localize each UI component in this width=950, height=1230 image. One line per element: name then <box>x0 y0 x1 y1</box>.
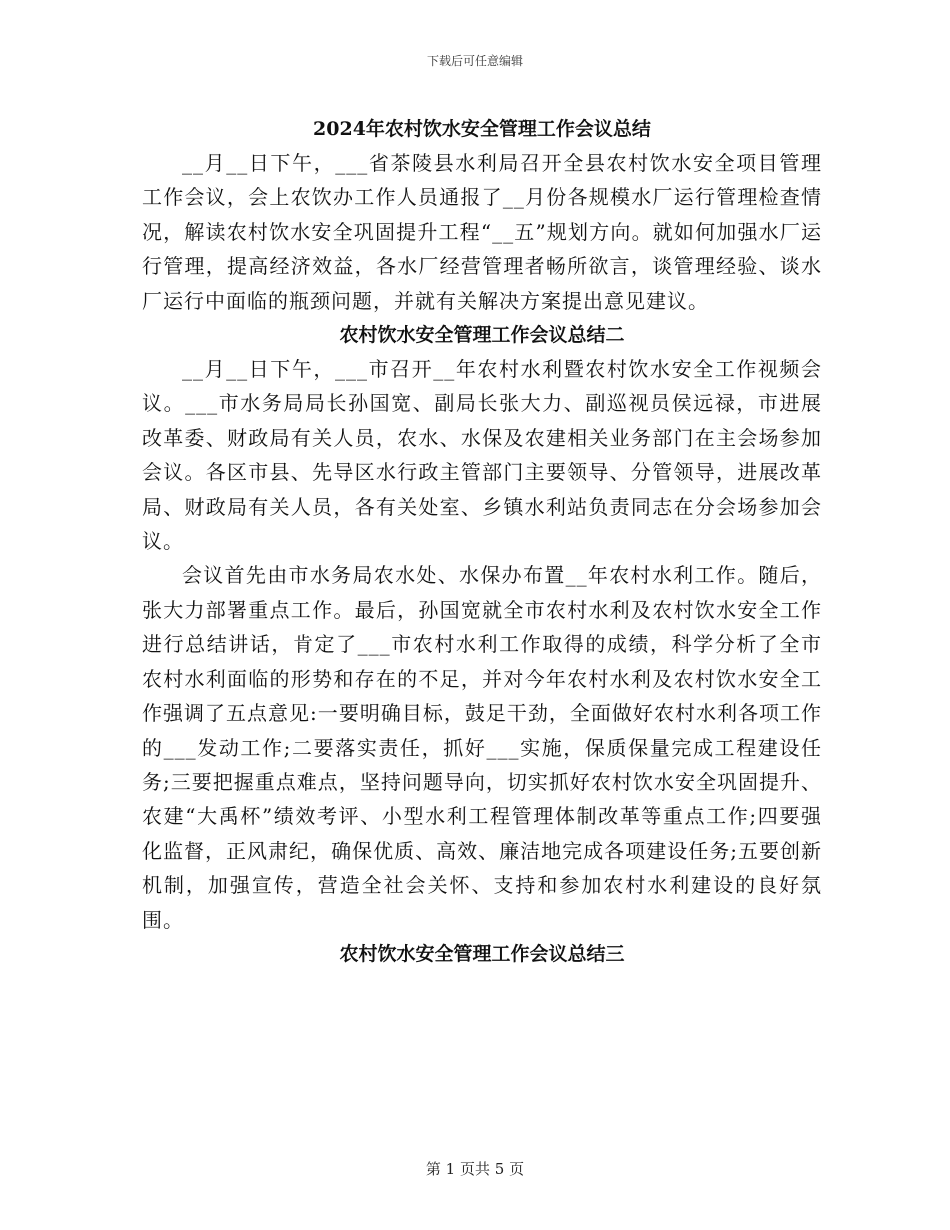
page-number-footer: 第 1 页共 5 页 <box>425 1160 525 1178</box>
document-title: 2024年农村饮水安全管理工作会议总结 <box>313 118 651 140</box>
section1-paragraph-1: __月__日下午，___省茶陵县水利局召开全县农村饮水安全项目管理工作会议，会上农饮办工作人员通报了__月份各规模水厂运行管理检查情况，解读农村饮水安全巩固提升工程“__五”规划方向。就如何加强水厂运行管理，提高经济效益，各水厂经营管理者畅所欲言，谈管理经验、谈水厂运行中面临的瓶颈问题，并就有关解决方案提出意见建议。 <box>142 151 822 313</box>
section3-heading: 农村饮水安全管理工作会议总结三 <box>339 942 625 965</box>
section2-paragraph-2: 会议首先由市水务局农水处、水保办布置__年农村水利工作。随后，张大力部署重点工作。最后，孙国宽就全市农村水利及农村饮水安全工作进行总结讲话，肯定了___市农村水利工作取得的成绩，科学分析了全市农村水利面临的形势和存在的不足，并对今年农村水利及农村饮水安全工作强调了五点意见:一要明确目标，鼓足干劲，全面做好农村水利各项工作的___发动工作;二要落实责任，抓好___实施，保质保量完成工程建设任务;三要把握重点难点，坚持问题导向，切实抓好农村饮水安全巩固提升、农建“大禹杯”绩效考评、小型水利工程管理体制改革等重点工作;四要强化监督，正风肃纪，确保优质、高效、廉洁地完成各项建设任务;五要创新机制，加强宣传，营造全社会关怀、支持和参加农村水利建设的良好氛围。 <box>142 563 822 932</box>
document-body <box>142 112 822 971</box>
page-header-note: 下载后可任意编辑 <box>426 54 523 68</box>
section2-paragraph-1: __月__日下午，___市召开__年农村水利暨农村饮水安全工作视频会议。___市水务局局长孙国宽、副局长张大力、副巡视员侯远禄，市进展改革委、财政局有关人员，农水、水保及农建相关业务部门在主会场参加会议。各区市县、先导区水行政主管部门主要领导、分管领导，进展改革局、财政局有关人员，各有关处室、乡镇水利站负责同志在分会场参加会议。 <box>142 357 822 554</box>
section2-heading: 农村饮水安全管理工作会议总结二 <box>339 324 625 347</box>
